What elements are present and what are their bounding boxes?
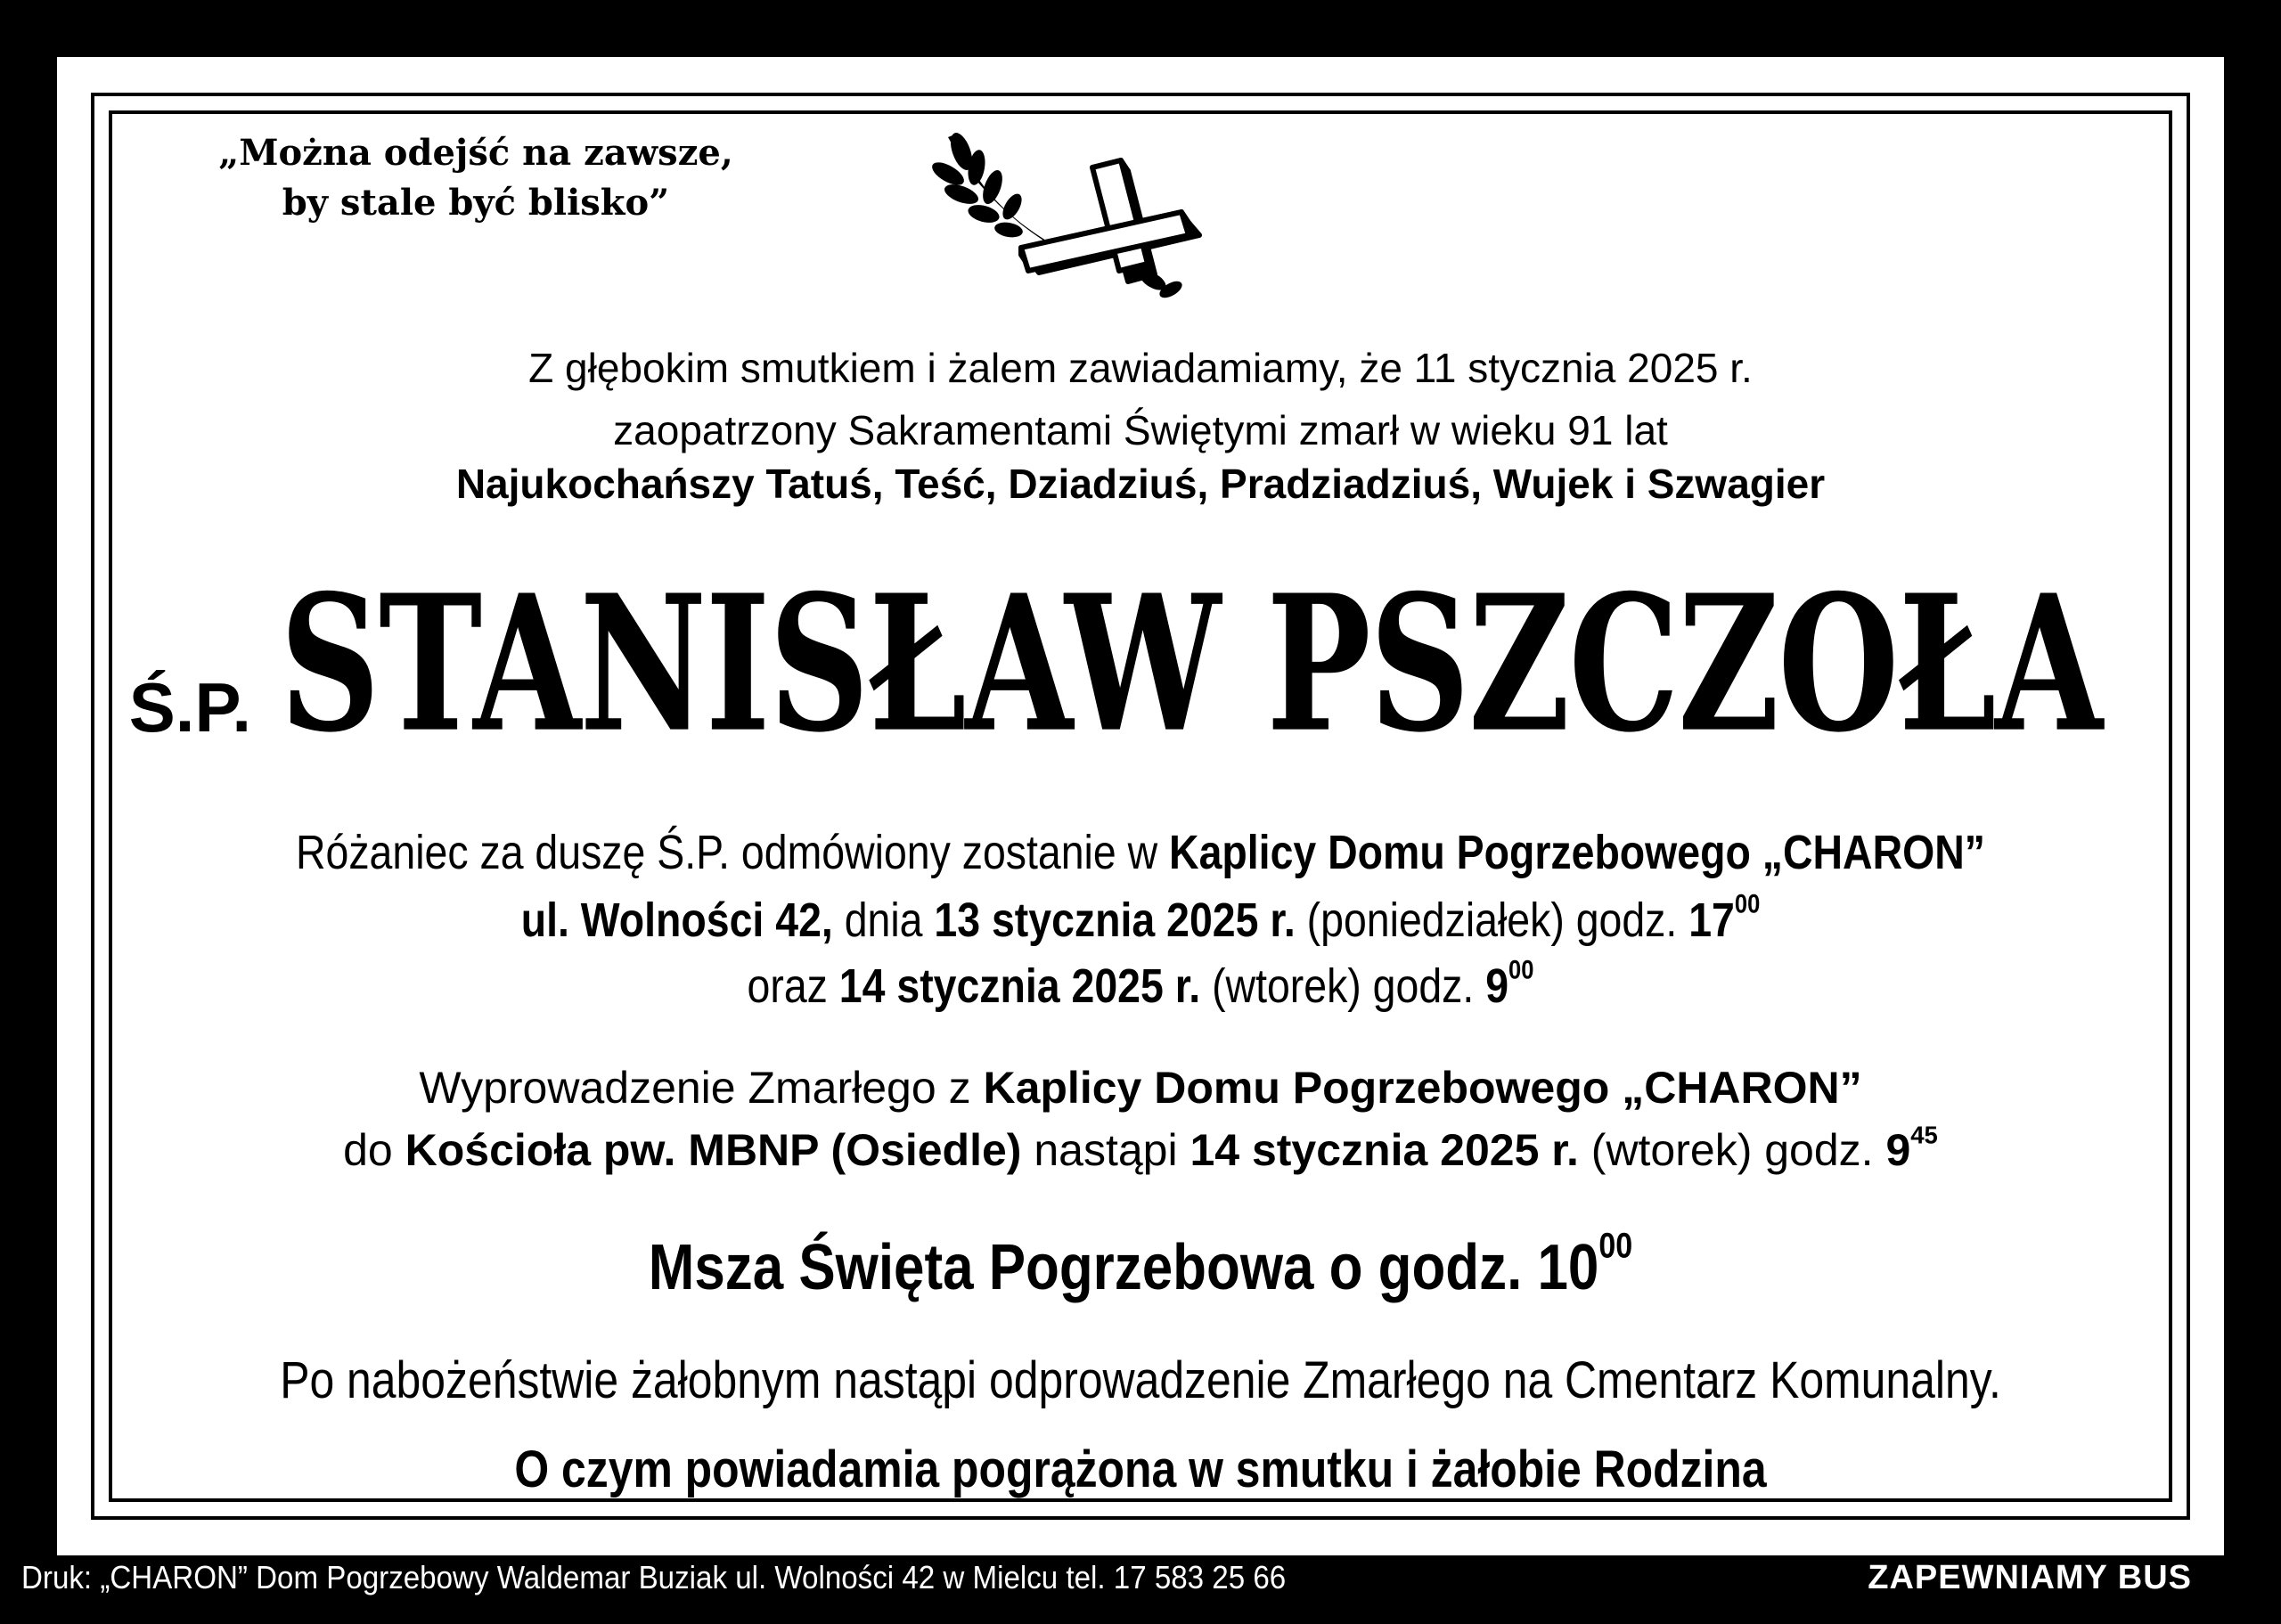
cross-with-palm-branch-icon: [921, 125, 1242, 303]
mass-text: Msza Święta Pogrzebowa o godz. 10: [648, 1232, 1599, 1303]
procession-line-1: [57, 1062, 2224, 1114]
procession-to: do: [343, 1125, 405, 1175]
rosary-line-3: [208, 955, 2073, 1014]
announcement-line-1: Z głębokim smutkiem i żalem zawiadamiamy, że 11 stycznia 2025 r.: [528, 345, 1753, 391]
procession-weekday: (wtorek) godz.: [1578, 1125, 1886, 1175]
rosary-hour-1: 17: [1688, 894, 1735, 947]
printer-footer: Druk: „CHARON” Dom Pogrzebowy Waldemar Buziak ul. Wolności 42 w Mielcu tel. 17 583 25 66: [21, 1559, 1287, 1595]
rosary-date-1: 13 stycznia 2025 r.: [934, 894, 1296, 947]
procession-line-2: [57, 1121, 2224, 1176]
rosary-weekday-1: (poniedziałek) godz.: [1295, 894, 1689, 947]
procession-minute: 45: [1910, 1121, 1938, 1149]
rosary-day-label: dnia: [832, 894, 935, 947]
rosary-hour-2: 9: [1485, 959, 1509, 1013]
rosary-chapel: Kaplicy Domu Pogrzebowego „CHARON”: [1169, 826, 1986, 879]
rosary-text: Różaniec za duszę Ś.P. odmówiony zostanie w: [295, 826, 1170, 879]
announcement-line-3: Najukochańszy Tatuś, Teść, Dziadziuś, Pradziadziuś, Wujek i Szwagier: [455, 461, 1826, 507]
rosary-and: oraz: [747, 959, 839, 1013]
procession-date: 14 stycznia 2025 r.: [1190, 1125, 1579, 1175]
motto-line-2: by stale być blisko”: [282, 182, 670, 224]
procession-chapel: Kaplicy Domu Pogrzebowego „CHARON”: [983, 1063, 1862, 1113]
burial-info: Po nabożeństwie żałobnym nastąpi odprowadzenie Zmarłego na Cmentarz Komunalny.: [280, 1351, 2001, 1409]
motto-line-1: „Można odejść na zawsze,: [218, 132, 733, 174]
obituary-sheet: [57, 57, 2224, 1555]
deceased-name: STANISŁAW PSZCZOŁA: [280, 554, 2102, 774]
rosary-address: ul. Wolności 42,: [520, 894, 833, 947]
rosary-weekday-2: (wtorek) godz.: [1200, 959, 1486, 1013]
mass-minute: 00: [1598, 1226, 1633, 1266]
rosary-minute-1: 00: [1734, 889, 1761, 919]
procession-will-take-place: nastąpi: [1021, 1125, 1190, 1175]
motto: [191, 128, 761, 228]
mass-info: [208, 1226, 2073, 1304]
procession-hour: 9: [1885, 1125, 1911, 1175]
bus-notice: ZAPEWNIAMY BUS: [1868, 1559, 2192, 1596]
procession-text: Wyprowadzenie Zmarłego z: [419, 1063, 984, 1113]
rosary-minute-2: 00: [1508, 955, 1534, 985]
rosary-line-1: [208, 825, 2073, 880]
family-signature: O czym powiadamia pogrążona w smutku i żałobie Rodzina: [514, 1440, 1767, 1498]
deceased-name-row: [57, 554, 2224, 779]
deceased-prefix: Ś.P.: [128, 668, 252, 747]
rosary-date-2: 14 stycznia 2025 r.: [838, 959, 1201, 1013]
rosary-line-2: [208, 889, 2073, 948]
announcement-line-2: zaopatrzony Sakramentami Świętymi zmarł w wieku 91 lat: [613, 407, 1668, 453]
procession-church: Kościoła pw. MBNP (Osiedle): [405, 1125, 1022, 1175]
